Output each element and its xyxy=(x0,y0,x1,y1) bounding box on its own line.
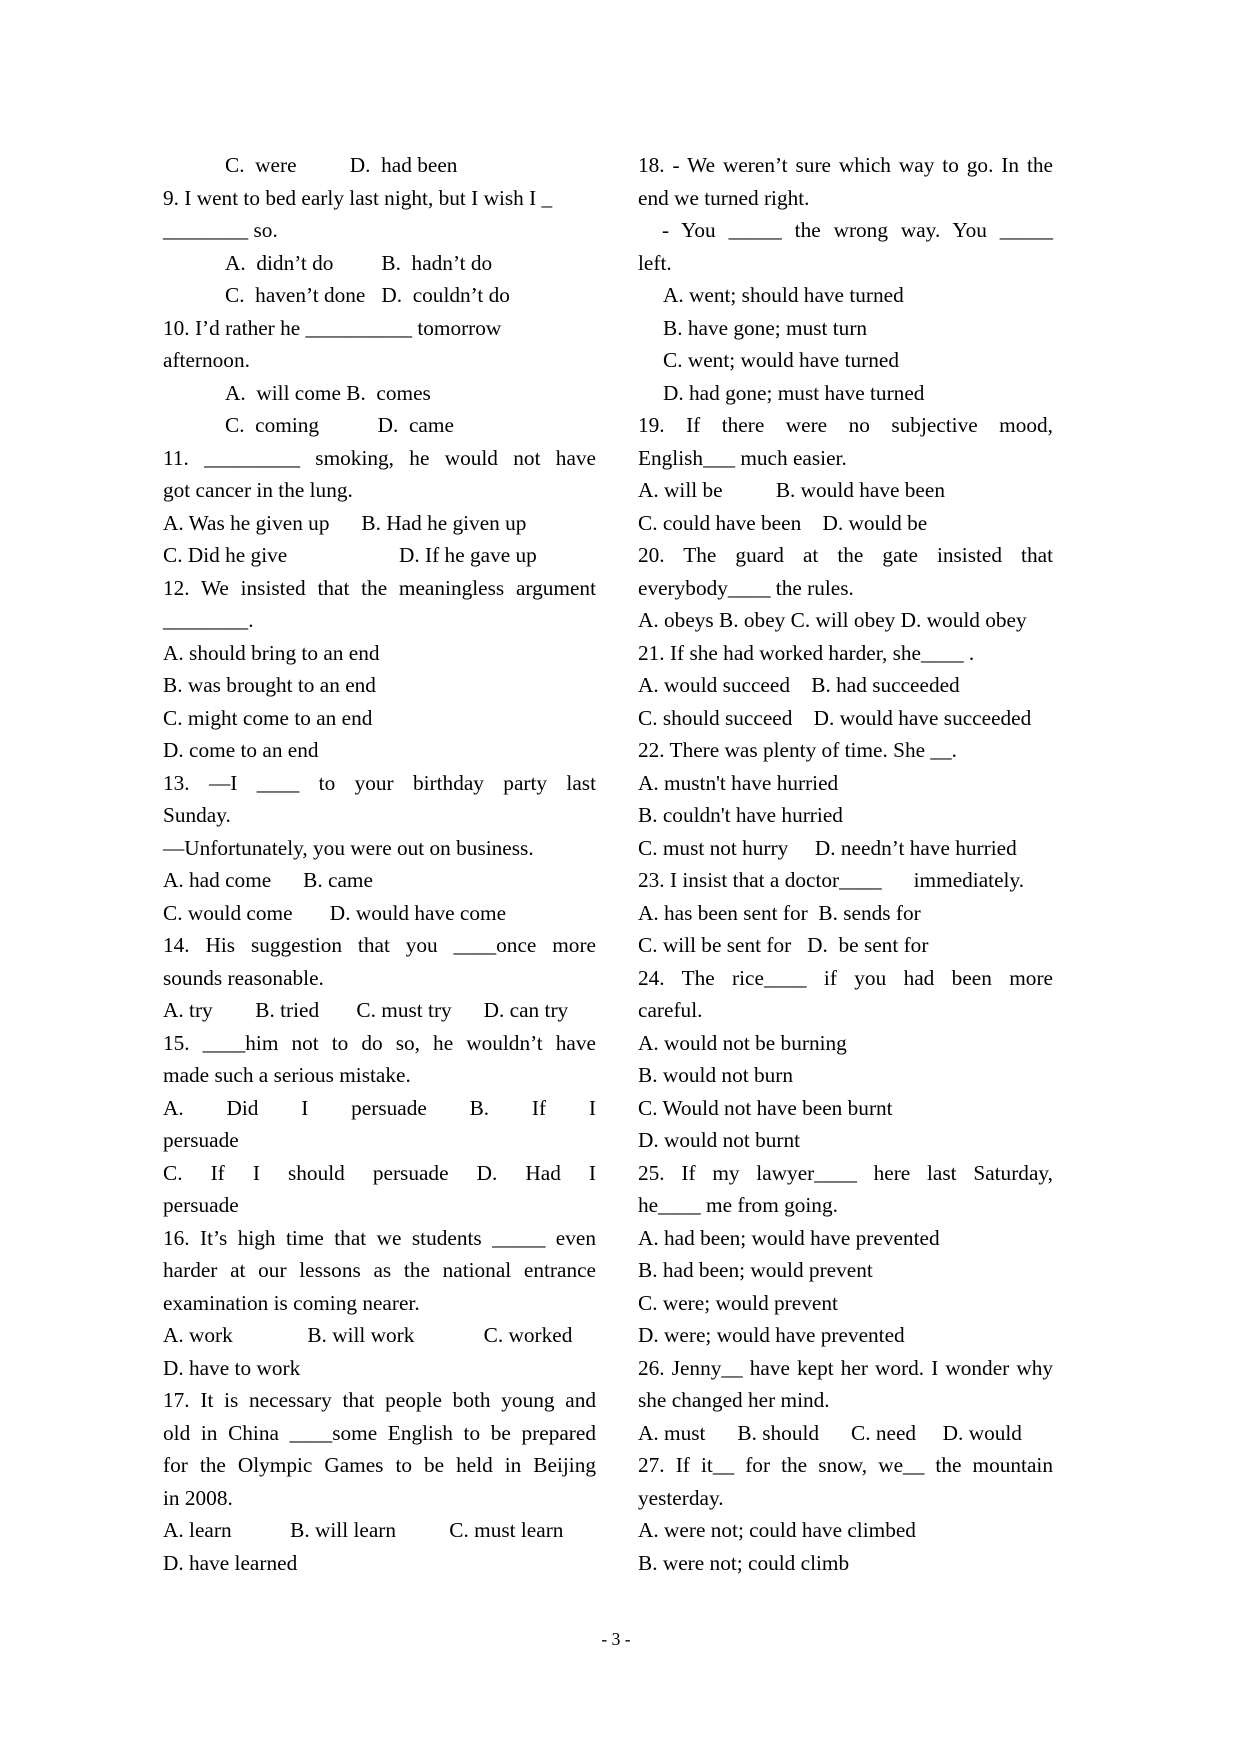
text-line: ________ so. xyxy=(163,218,278,242)
text-line: 18. - We weren’t sure which way to go. In the xyxy=(638,153,1053,177)
text-line: 25. If my lawyer____ here last Saturday, xyxy=(638,1160,1053,1185)
text-line: C. haven’t done D. couldn’t do xyxy=(225,283,510,307)
text-line: she changed her mind. xyxy=(638,1388,830,1412)
text-line: A. obeys B. obey C. will obey D. would obey xyxy=(638,608,1027,632)
text-line: 26. Jenny__ have kept her word. I wonder why xyxy=(638,1355,1053,1380)
text-line: C. Would not have been burnt xyxy=(638,1095,893,1120)
text-line: A. would succeed B. had succeeded xyxy=(638,673,960,697)
text-line: 17. It is necessary that people both young and xyxy=(163,1388,596,1412)
text-line: 12. We insisted that the meaningless argument xyxy=(163,575,596,600)
text-line: ________. xyxy=(163,608,254,632)
text-line: old in China ____some English to be prepared xyxy=(163,1420,596,1445)
text-line: end we turned right. xyxy=(638,185,810,210)
text-line: A. should bring to an end xyxy=(163,640,380,665)
text-line: C. will be sent for D. be sent for xyxy=(638,933,929,957)
text-line: B. was brought to an end xyxy=(163,673,376,697)
text-line: English___ much easier. xyxy=(638,445,847,470)
text-line: A. mustn't have hurried xyxy=(638,770,839,795)
text-line: 16. It’s high time that we students _____ even xyxy=(163,1225,596,1250)
left-column xyxy=(163,149,596,1579)
text-line: everybody____ the rules. xyxy=(638,575,854,600)
text-line: D. were; would have prevented xyxy=(638,1323,905,1347)
text-line: A. had been; would have prevented xyxy=(638,1225,940,1250)
text-line: C. would come D. would have come xyxy=(163,900,507,925)
text-line: B. couldn't have hurried xyxy=(638,803,843,827)
text-line: C. could have been D. would be xyxy=(638,510,928,535)
text-line: persuade xyxy=(163,1193,239,1217)
text-line: B. had been; would prevent xyxy=(638,1258,873,1282)
text-line: A. would not be burning xyxy=(638,1030,847,1055)
page-footer xyxy=(171,1627,1061,1651)
text-line: 22. There was plenty of time. She __. xyxy=(638,738,957,762)
text-line: A. will be B. would have been xyxy=(638,478,945,502)
text-line: A. had come B. came xyxy=(163,868,373,892)
text-line: left. xyxy=(638,250,672,275)
text-line: afternoon. xyxy=(163,348,250,372)
text-line: C. were D. had been xyxy=(225,153,458,177)
text-line: 20. The guard at the gate insisted that xyxy=(638,543,1053,567)
text-line: D. would not burnt xyxy=(638,1128,801,1152)
text-line: D. come to an end xyxy=(163,738,319,762)
text-line: C. should succeed D. would have succeeded xyxy=(638,705,1032,730)
text-line: C. Did he give D. If he gave up xyxy=(163,543,537,567)
text-line: 23. I insist that a doctor____ immediately. xyxy=(638,868,1025,892)
text-line: - You _____ the wrong way. You _____ xyxy=(662,218,1053,242)
text-line: got cancer in the lung. xyxy=(163,478,353,502)
text-line: 9. I went to bed early last night, but I wish I _ xyxy=(163,185,553,210)
text-line: C. went; would have turned xyxy=(663,348,899,372)
text-line: yesterday. xyxy=(638,1485,724,1510)
text-line: careful. xyxy=(638,998,703,1022)
text-line: C. If I should persuade D. Had I xyxy=(163,1160,596,1185)
text-line: A. has been sent for B. sends for xyxy=(638,900,921,925)
text-line: B. were not; could climb xyxy=(638,1550,850,1575)
text-line: C. must not hurry D. needn’t have hurried xyxy=(638,835,1017,860)
text-line: Sunday. xyxy=(163,803,231,827)
text-line: 14. His suggestion that you ____once more xyxy=(163,933,596,957)
text-line: A. learn B. will learn C. must learn xyxy=(163,1518,564,1542)
text-line: sounds reasonable. xyxy=(163,965,324,990)
text-line: D. have learned xyxy=(163,1550,298,1575)
text-line: 10. I’d rather he __________ tomorrow xyxy=(163,315,502,340)
text-line: persuade xyxy=(163,1128,239,1152)
text-line: he____ me from going. xyxy=(638,1193,838,1217)
text-line: examination is coming nearer. xyxy=(163,1290,420,1315)
text-line: 15. ____him not to do so, he wouldn’t have xyxy=(163,1030,596,1055)
text-line: in 2008. xyxy=(163,1485,233,1510)
text-line: D. had gone; must have turned xyxy=(663,380,925,405)
text-line: B. would not burn xyxy=(638,1063,793,1087)
text-line: A. Was he given up B. Had he given up xyxy=(163,510,527,535)
text-line: A. will come B. comes xyxy=(225,380,431,405)
text-line: 13. —I ____ to your birthday party last xyxy=(163,770,596,795)
text-line: D. have to work xyxy=(163,1355,301,1380)
text-line: C. might come to an end xyxy=(163,705,373,730)
right-column xyxy=(638,149,1053,1579)
text-line: harder at our lessons as the national entrance xyxy=(163,1258,596,1282)
text-line: made such a serious mistake. xyxy=(163,1063,411,1087)
text-line: —Unfortunately, you were out on business. xyxy=(163,835,534,860)
text-line: 11. _________ smoking, he would not have xyxy=(163,445,596,470)
text-line: 24. The rice____ if you had been more xyxy=(638,965,1053,990)
text-line: A. didn’t do B. hadn’t do xyxy=(225,250,493,275)
text-line: B. have gone; must turn xyxy=(663,315,868,340)
text-line: A. try B. tried C. must try D. can try xyxy=(163,998,569,1022)
text-line: for the Olympic Games to be held in Beijing xyxy=(163,1453,596,1477)
text-line: A. work B. will work C. worked xyxy=(163,1323,573,1347)
text-line: A. were not; could have climbed xyxy=(638,1518,916,1542)
text-line: C. were; would prevent xyxy=(638,1290,838,1315)
text-line: A. went; should have turned xyxy=(663,283,904,307)
text-line: 27. If it__ for the snow, we__ the mountain xyxy=(638,1453,1053,1477)
page-number: - 3 - xyxy=(601,1629,631,1649)
text-line: C. coming D. came xyxy=(225,413,454,437)
text-line: 21. If she had worked harder, she____ . xyxy=(638,640,975,665)
text-line: A. Did I persuade B. If I xyxy=(163,1095,596,1120)
text-line: 19. If there were no subjective mood, xyxy=(638,413,1053,437)
text-line: A. must B. should C. need D. would xyxy=(638,1420,1022,1445)
